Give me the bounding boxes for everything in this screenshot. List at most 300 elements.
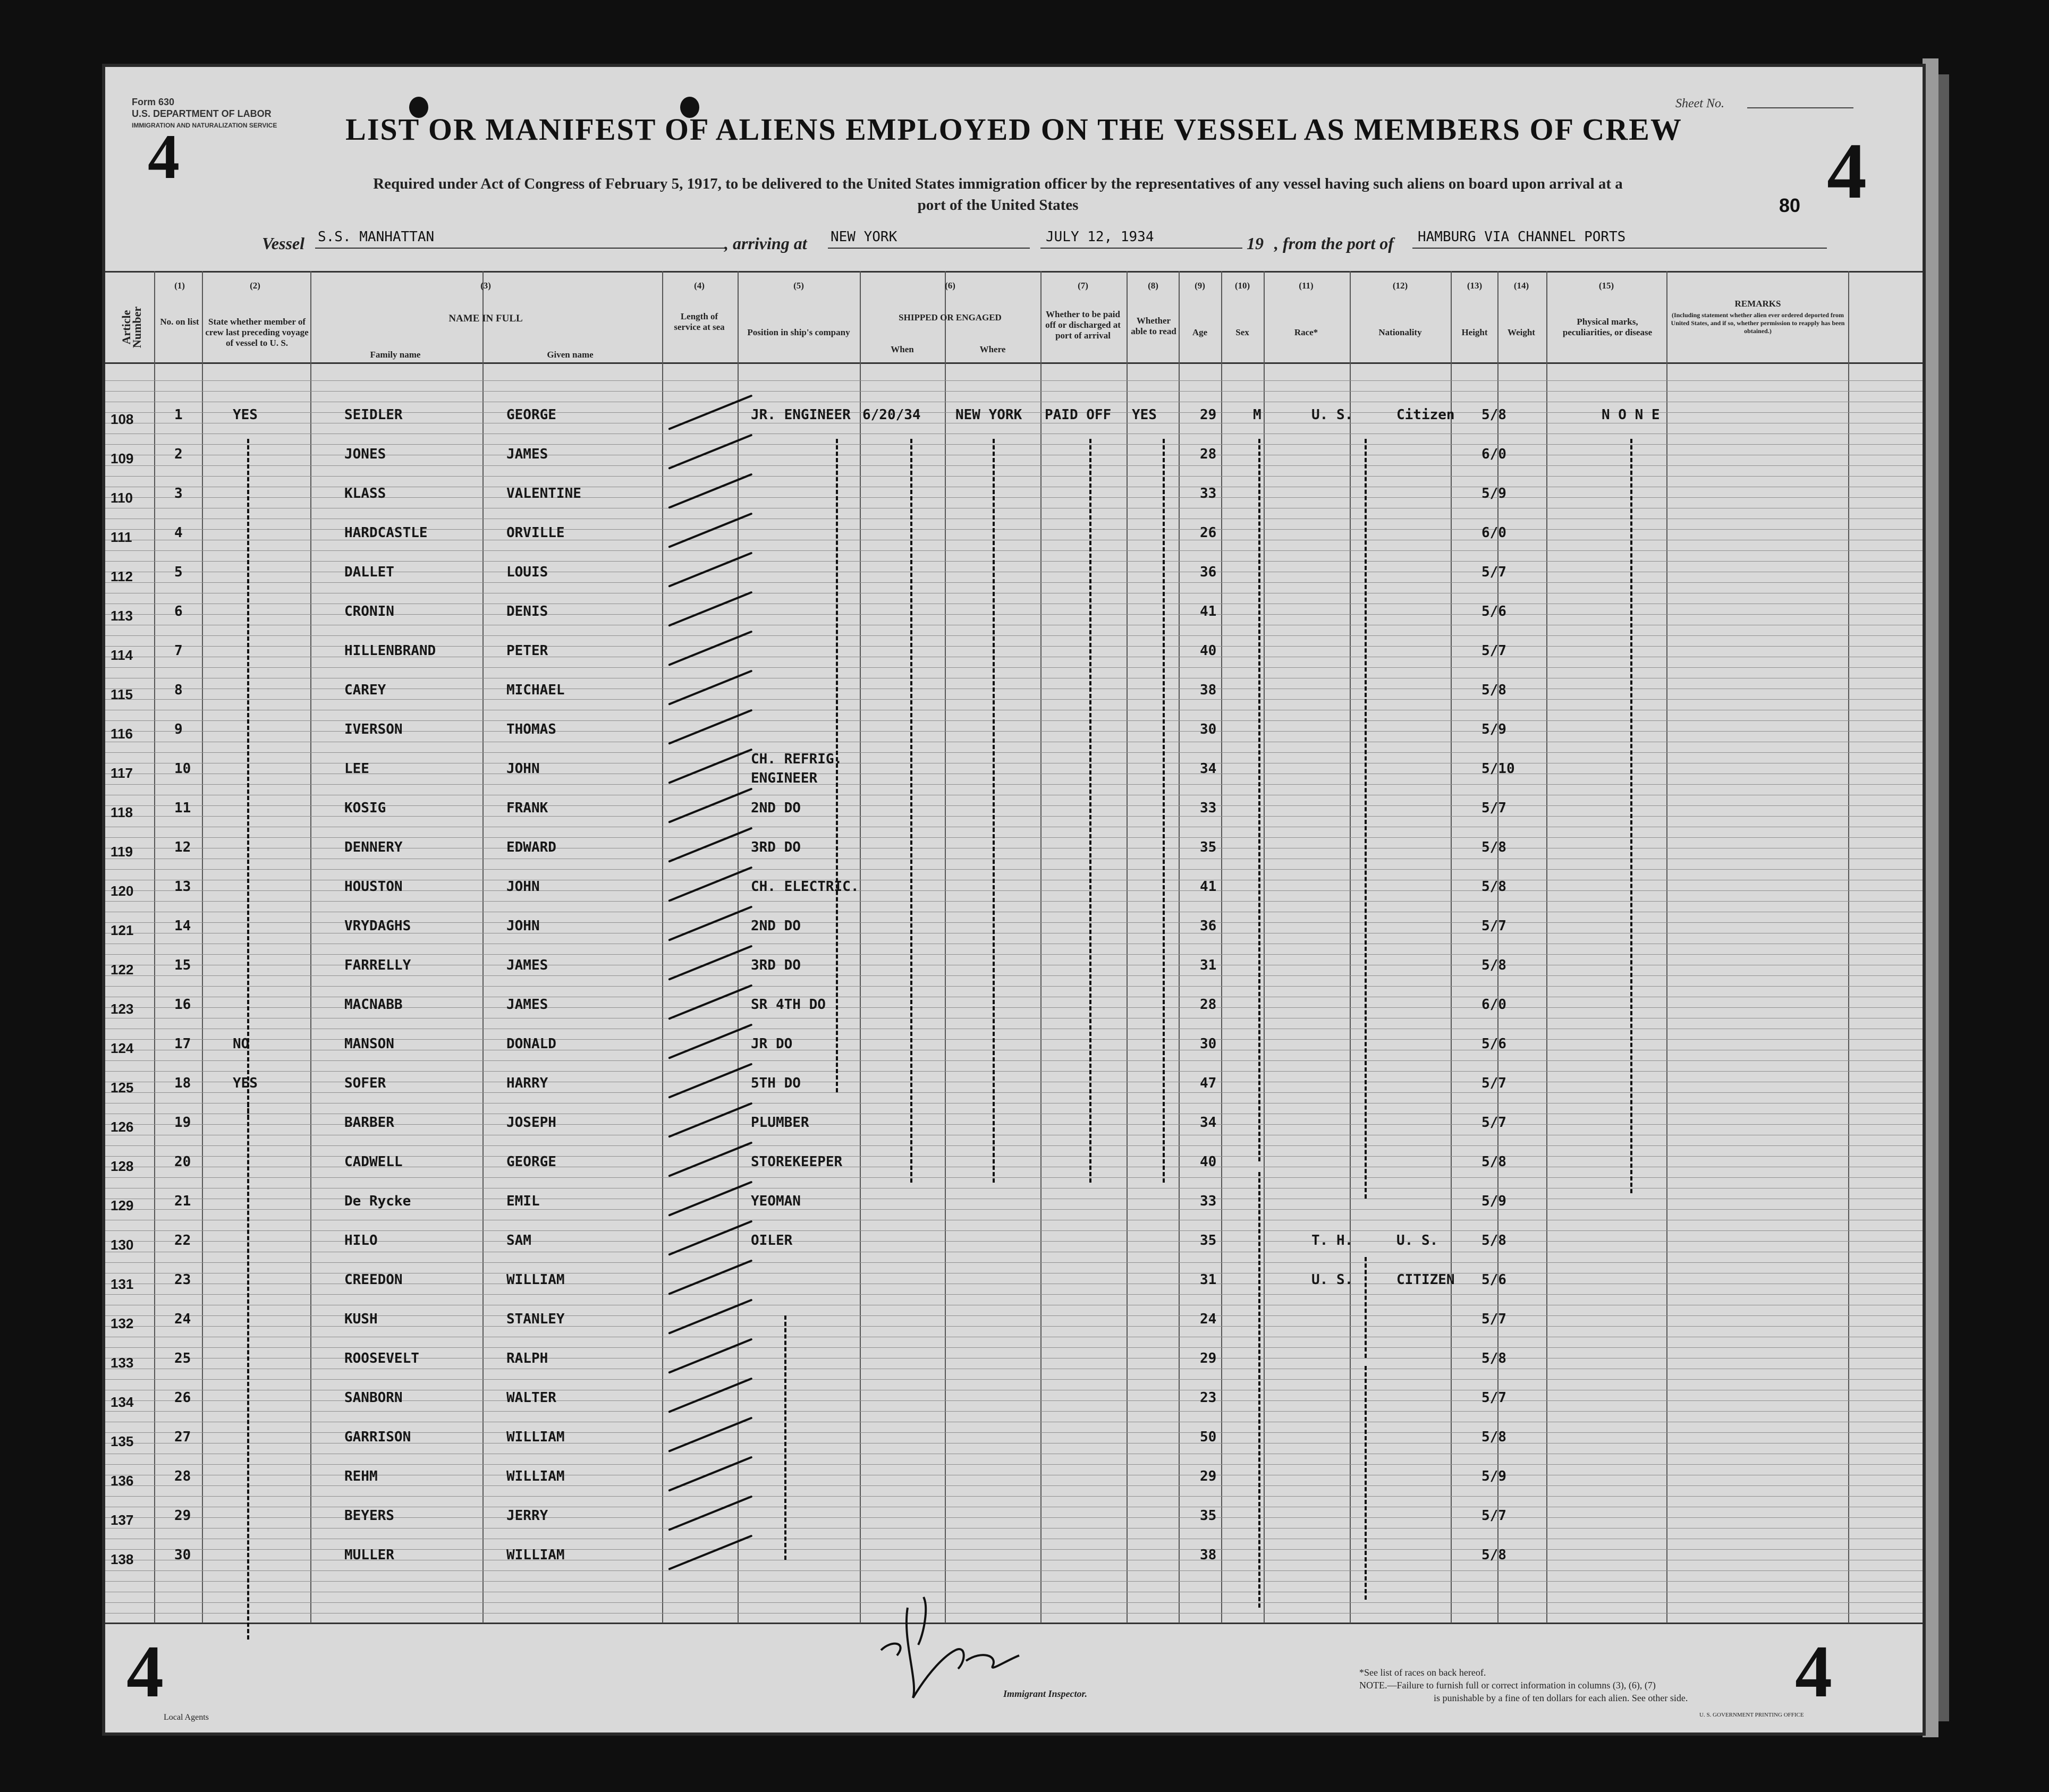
- list-number: 20: [174, 1154, 191, 1170]
- list-number: 28: [174, 1468, 191, 1484]
- row-rule: [105, 635, 1923, 636]
- ditto-mark: [1630, 439, 1632, 1193]
- col6a-header: When: [891, 344, 914, 354]
- age: 29: [1200, 1468, 1217, 1484]
- article-number: 136: [111, 1473, 134, 1489]
- family-name: SOFER: [344, 1075, 386, 1091]
- list-number: 12: [174, 839, 191, 855]
- column-divider: [154, 271, 155, 1623]
- position: 3RD DO: [751, 957, 801, 973]
- given-name: JAMES: [506, 997, 548, 1013]
- shipped-when: 6/20/34: [862, 407, 921, 423]
- height: 5/9: [1481, 486, 1506, 502]
- paid-off: PAID OFF: [1045, 407, 1112, 423]
- article-number: 110: [111, 490, 133, 506]
- manifest-title: LIST OR MANIFEST OF ALIENS EMPLOYED ON THE VESSEL AS MEMBERS OF CREW: [345, 112, 1682, 147]
- age: 38: [1200, 682, 1217, 698]
- age: 26: [1200, 525, 1217, 541]
- row-rule: [105, 550, 1923, 551]
- position: CH. REFRIG.: [751, 751, 843, 767]
- list-number: 19: [174, 1115, 191, 1131]
- list-number: 16: [174, 997, 191, 1013]
- column-divider: [1221, 271, 1222, 1623]
- ditto-mark: [1365, 439, 1367, 1199]
- article-number: 131: [111, 1276, 134, 1292]
- col9-number: (9): [1195, 281, 1205, 291]
- given-name: WILLIAM: [506, 1272, 565, 1288]
- height: 5/7: [1481, 1311, 1506, 1327]
- sheet-number-line: [1747, 107, 1853, 108]
- vessel-underline: [315, 248, 724, 249]
- family-name: DALLET: [344, 564, 394, 580]
- row-rule: [105, 1570, 1923, 1571]
- list-number: 1: [174, 407, 183, 423]
- list-number: 27: [174, 1429, 191, 1445]
- height: 5/7: [1481, 918, 1506, 934]
- col4-header: Length of service at sea: [674, 311, 725, 332]
- position: 5TH DO: [751, 1075, 801, 1091]
- age: 23: [1200, 1390, 1217, 1406]
- service-length-tick: [668, 709, 752, 744]
- family-name: MACNABB: [344, 997, 403, 1013]
- service-length-tick: [668, 1220, 752, 1255]
- able-to-read: YES: [1132, 407, 1157, 423]
- col13-header: Height: [1461, 327, 1488, 337]
- given-name: WALTER: [506, 1390, 556, 1406]
- position: PLUMBER: [751, 1115, 809, 1131]
- nationality: CITIZEN: [1396, 1272, 1455, 1288]
- article-number: 117: [111, 765, 133, 781]
- age: 30: [1200, 721, 1217, 737]
- given-name: WILLIAM: [506, 1429, 565, 1445]
- service-length-tick: [668, 1063, 752, 1098]
- row-rule: [105, 476, 1923, 477]
- age: 47: [1200, 1075, 1217, 1091]
- ditto-mark: [836, 439, 838, 1092]
- age: 35: [1200, 839, 1217, 855]
- row-rule: [105, 1326, 1923, 1327]
- family-name: JONES: [344, 446, 386, 462]
- family-name: LEE: [344, 761, 369, 777]
- printer-mark: U. S. GOVERNMENT PRINTING OFFICE: [1699, 1712, 1804, 1718]
- given-name: VALENTINE: [506, 486, 581, 502]
- given-name: JOHN: [506, 879, 540, 895]
- height: 5/9: [1481, 721, 1506, 737]
- col10-header: Sex: [1235, 327, 1249, 337]
- service-length-tick: [668, 473, 752, 508]
- position: 2ND DO: [751, 800, 801, 816]
- article-number: 111: [111, 529, 132, 545]
- race: U. S.: [1311, 407, 1353, 423]
- article-number: 122: [111, 962, 134, 978]
- list-number: 7: [174, 643, 183, 659]
- family-name: ROOSEVELT: [344, 1351, 419, 1366]
- row-rule: [105, 816, 1923, 817]
- row-rule: [105, 784, 1923, 785]
- height: 6/0: [1481, 446, 1506, 462]
- given-name: GEORGE: [506, 407, 556, 423]
- given-name: THOMAS: [506, 721, 556, 737]
- height: 5/8: [1481, 1233, 1506, 1249]
- row-rule: [105, 391, 1923, 392]
- article-number: 124: [111, 1040, 134, 1056]
- list-number: 26: [174, 1390, 191, 1406]
- corner-mark-top-right: 4: [1827, 127, 1867, 215]
- article-number: 113: [111, 608, 133, 624]
- age: 29: [1200, 1351, 1217, 1366]
- age: 33: [1200, 486, 1217, 502]
- list-number: 3: [174, 486, 183, 502]
- ditto-mark: [1365, 1366, 1367, 1600]
- service-length-tick: [668, 866, 752, 902]
- article-number: 128: [111, 1158, 134, 1174]
- subtitle-line-1: Required under Act of Congress of February 5, 1917, to be delivered to the United States immigration officer by the representatives of any vessel having such aliens on board upon arrival at a: [373, 175, 1623, 192]
- list-number: 30: [174, 1547, 191, 1563]
- column-divider: [1497, 271, 1498, 1623]
- article-number: 123: [111, 1001, 134, 1017]
- row-rule: [105, 869, 1923, 870]
- date-underline: [1040, 248, 1242, 249]
- inspector-signature: [860, 1576, 1083, 1703]
- article-number: 130: [111, 1237, 134, 1253]
- article-number: 133: [111, 1355, 134, 1371]
- family-name: REHM: [344, 1468, 378, 1484]
- article-number: 126: [111, 1119, 134, 1135]
- list-number: 22: [174, 1233, 191, 1249]
- family-name: CRONIN: [344, 604, 394, 619]
- col3-header: NAME IN FULL: [448, 313, 523, 324]
- col3b-header: Given name: [547, 350, 594, 360]
- col8-number: (8): [1148, 281, 1158, 291]
- service-length-tick: [668, 512, 752, 548]
- position: CH. ELECTRIC.: [751, 879, 859, 895]
- given-name: EMIL: [506, 1193, 540, 1209]
- ditto-mark: [247, 1103, 249, 1640]
- row-rule: [105, 465, 1923, 466]
- age: 30: [1200, 1036, 1217, 1052]
- row-rule: [105, 1177, 1923, 1178]
- age: 41: [1200, 879, 1217, 895]
- col11-number: (11): [1299, 281, 1314, 291]
- list-number: 10: [174, 761, 191, 777]
- row-rule: [105, 720, 1923, 721]
- corner-mark-bottom-right: 4: [1795, 1630, 1832, 1713]
- given-name: JAMES: [506, 957, 548, 973]
- height: 5/7: [1481, 1075, 1506, 1091]
- article-number: 125: [111, 1080, 134, 1095]
- list-number: 6: [174, 604, 183, 619]
- column-divider: [482, 271, 484, 1623]
- column-divider: [1848, 271, 1849, 1623]
- height: 5/8: [1481, 1547, 1506, 1563]
- sheet-edge: [1923, 58, 1938, 1737]
- age: 35: [1200, 1508, 1217, 1524]
- nationality: Citizen: [1396, 407, 1455, 423]
- service-length-tick: [668, 1377, 752, 1413]
- row-rule: [105, 444, 1923, 445]
- col14-header: Weight: [1508, 327, 1535, 337]
- ditto-mark: [1258, 1172, 1260, 1608]
- col12-number: (12): [1392, 281, 1408, 291]
- inspector-label: Immigrant Inspector.: [1003, 1688, 1088, 1699]
- height: 5/8: [1481, 1429, 1506, 1445]
- column-divider: [1666, 271, 1667, 1623]
- article-number: 112: [111, 568, 133, 584]
- ditto-mark: [1258, 439, 1260, 1161]
- race: U. S.: [1311, 1272, 1353, 1288]
- age: 40: [1200, 1154, 1217, 1170]
- from-port: HAMBURG VIA CHANNEL PORTS: [1418, 229, 1626, 245]
- given-name: JOHN: [506, 918, 540, 934]
- previous-voyage: YES: [233, 407, 258, 423]
- row-rule: [105, 975, 1923, 976]
- position: 2ND DO: [751, 918, 801, 934]
- height: 5/6: [1481, 1272, 1506, 1288]
- column-divider: [738, 271, 739, 1623]
- given-name: SAM: [506, 1233, 531, 1249]
- row-rule: [105, 1411, 1923, 1412]
- family-name: KLASS: [344, 486, 386, 502]
- family-name: BARBER: [344, 1115, 394, 1131]
- family-name: KOSIG: [344, 800, 386, 816]
- list-number: 5: [174, 564, 183, 580]
- height: 5/8: [1481, 879, 1506, 895]
- family-name: MULLER: [344, 1547, 394, 1563]
- position: SR 4TH DO: [751, 997, 826, 1013]
- penalty-note-line-1: NOTE.—Failure to furnish full or correct information in columns (3), (6), (7): [1359, 1680, 1656, 1691]
- age: 35: [1200, 1233, 1217, 1249]
- col2-number: (2): [250, 281, 260, 291]
- service-length-tick: [668, 1534, 752, 1570]
- page-number: 80: [1779, 194, 1801, 216]
- position: OILER: [751, 1233, 793, 1249]
- column-divider: [202, 271, 203, 1623]
- position: STOREKEEPER: [751, 1154, 843, 1170]
- position: YEOMAN: [751, 1193, 801, 1209]
- age: 31: [1200, 1272, 1217, 1288]
- table-top-border: [105, 271, 1923, 273]
- subtitle-line-2: port of the United States: [917, 197, 1079, 214]
- row-rule: [105, 1464, 1923, 1465]
- height: 5/7: [1481, 1115, 1506, 1131]
- row-rule: [105, 582, 1923, 583]
- height: 5/8: [1481, 1351, 1506, 1366]
- row-rule: [105, 752, 1923, 753]
- list-number: 14: [174, 918, 191, 934]
- col15-number: (15): [1598, 281, 1614, 291]
- given-name: HARRY: [506, 1075, 548, 1091]
- row-rule: [105, 380, 1923, 381]
- corner-mark-bottom-left: 4: [126, 1630, 164, 1713]
- from-label: , from the port of: [1274, 234, 1394, 253]
- family-name: BEYERS: [344, 1508, 394, 1524]
- column-divider: [662, 271, 663, 1623]
- age: 24: [1200, 1311, 1217, 1327]
- age: 34: [1200, 761, 1217, 777]
- row-rule: [105, 1060, 1923, 1061]
- family-name: MANSON: [344, 1036, 394, 1052]
- row-rule: [105, 1496, 1923, 1497]
- service-length-tick: [668, 669, 752, 705]
- list-number: 29: [174, 1508, 191, 1524]
- family-name: HARDCASTLE: [344, 525, 428, 541]
- given-name: LOUIS: [506, 564, 548, 580]
- vessel-name: S.S. MANHATTAN: [318, 229, 435, 245]
- height: 5/6: [1481, 604, 1506, 619]
- age: 40: [1200, 643, 1217, 659]
- height: 5/10: [1481, 761, 1515, 777]
- penalty-note-line-2: is punishable by a fine of ten dollars for each alien. See other side.: [1434, 1693, 1688, 1703]
- list-number: 11: [174, 800, 191, 816]
- family-name: HILO: [344, 1233, 378, 1249]
- row-rule: [105, 1092, 1923, 1093]
- column-divider: [1451, 271, 1452, 1623]
- article-number: 132: [111, 1315, 134, 1331]
- article-number: 119: [111, 844, 133, 860]
- sheet-shadow-edge: [1938, 74, 1949, 1721]
- age: 29: [1200, 407, 1217, 423]
- given-name: DENIS: [506, 604, 548, 619]
- col14-number: (14): [1513, 281, 1529, 291]
- column-divider: [310, 271, 311, 1623]
- article-number: 138: [111, 1551, 134, 1567]
- article-number: 108: [111, 411, 134, 427]
- col3-number: (3): [480, 281, 491, 291]
- list-number: 13: [174, 879, 191, 895]
- given-name: GEORGE: [506, 1154, 556, 1170]
- list-number: 17: [174, 1036, 191, 1052]
- row-rule: [105, 901, 1923, 902]
- list-number: 24: [174, 1311, 191, 1327]
- article-number: 121: [111, 922, 134, 938]
- family-name: SANBORN: [344, 1390, 403, 1406]
- ditto-mark: [1163, 439, 1165, 1183]
- article-number: 118: [111, 804, 133, 820]
- given-name: RALPH: [506, 1351, 548, 1366]
- age: 33: [1200, 1193, 1217, 1209]
- list-number: 15: [174, 957, 191, 973]
- row-rule: [105, 954, 1923, 955]
- list-number: 8: [174, 682, 183, 698]
- article-number: 120: [111, 883, 134, 899]
- col15-header: Physical marks, peculiarities, or disease: [1562, 317, 1653, 337]
- column-divider: [1546, 271, 1547, 1623]
- article-number: 137: [111, 1512, 134, 1528]
- article-number: 135: [111, 1433, 134, 1449]
- height: 5/7: [1481, 643, 1506, 659]
- age: 31: [1200, 957, 1217, 973]
- family-name: FARRELLY: [344, 957, 411, 973]
- row-rule: [105, 986, 1923, 987]
- col6-header: SHIPPED OR ENGAGED: [899, 312, 1002, 322]
- family-name: CADWELL: [344, 1154, 403, 1170]
- col13-number: (13): [1467, 281, 1483, 291]
- row-rule: [105, 1230, 1923, 1231]
- col5-number: (5): [793, 281, 804, 291]
- height: 5/7: [1481, 800, 1506, 816]
- column-divider: [1179, 271, 1180, 1623]
- col6b-header: Where: [979, 344, 1006, 354]
- row-rule: [105, 1145, 1923, 1146]
- row-rule: [105, 1241, 1923, 1242]
- height: 5/7: [1481, 1508, 1506, 1524]
- arrival-date: JULY 12, 1934: [1046, 229, 1154, 245]
- position: JR DO: [751, 1036, 793, 1052]
- list-number: 2: [174, 446, 183, 462]
- col1-header: No. on list: [160, 317, 199, 327]
- physical-marks: N O N E: [1602, 407, 1660, 423]
- column-divider: [1350, 271, 1351, 1623]
- service-length-tick: [668, 1259, 752, 1295]
- col7-number: (7): [1078, 281, 1088, 291]
- height: 5/8: [1481, 839, 1506, 855]
- column-divider: [860, 271, 861, 1623]
- row-rule: [105, 1485, 1923, 1486]
- given-name: STANLEY: [506, 1311, 565, 1327]
- year-label: 19: [1247, 234, 1264, 253]
- given-name: WILLIAM: [506, 1468, 565, 1484]
- height: 6/0: [1481, 525, 1506, 541]
- header-bottom-border: [105, 362, 1923, 364]
- age: 28: [1200, 997, 1217, 1013]
- family-name: GARRISON: [344, 1429, 411, 1445]
- ditto-mark: [1089, 439, 1091, 1183]
- remarks-subheader: (Including statement whether alien ever ordered deported from United States, and if so, whether permission to reapply has been obtained.): [1671, 311, 1845, 335]
- family-name: CREEDON: [344, 1272, 403, 1288]
- family-name: DENNERY: [344, 839, 403, 855]
- col7-header: Whether to be paid off or discharged at port of arrival: [1045, 309, 1121, 341]
- height: 5/8: [1481, 957, 1506, 973]
- given-name: FRANK: [506, 800, 548, 816]
- ditto-mark: [910, 439, 912, 1183]
- age: 33: [1200, 800, 1217, 816]
- service-length-tick: [668, 1102, 752, 1137]
- race: T. H.: [1311, 1233, 1353, 1249]
- age: 28: [1200, 446, 1217, 462]
- row-rule: [105, 1071, 1923, 1072]
- list-number: 18: [174, 1075, 191, 1091]
- service-length-tick: [668, 1495, 752, 1531]
- row-rule: [105, 1379, 1923, 1380]
- column-divider: [945, 271, 946, 1623]
- article-number: 116: [111, 726, 133, 742]
- sex: M: [1253, 407, 1261, 423]
- col-article-header: Article Number: [120, 306, 143, 349]
- family-name: VRYDAGHS: [344, 918, 411, 934]
- previous-voyage: YES: [233, 1075, 258, 1091]
- row-rule: [105, 1294, 1923, 1295]
- col10-number: (10): [1234, 281, 1250, 291]
- age: 36: [1200, 918, 1217, 934]
- row-rule: [105, 699, 1923, 700]
- age: 38: [1200, 1547, 1217, 1563]
- service-length-tick: [668, 591, 752, 626]
- service-length-tick: [668, 827, 752, 862]
- position: JR. ENGINEER: [751, 407, 851, 423]
- article-number: 134: [111, 1394, 134, 1410]
- service-length-tick: [668, 905, 752, 941]
- ditto-mark: [993, 439, 995, 1183]
- height: 5/8: [1481, 407, 1506, 423]
- list-number: 9: [174, 721, 183, 737]
- nationality: U. S.: [1396, 1233, 1438, 1249]
- service-length-tick: [668, 1456, 752, 1491]
- given-name: EDWARD: [506, 839, 556, 855]
- shipped-where: NEW YORK: [955, 407, 1022, 423]
- height: 5/7: [1481, 1390, 1506, 1406]
- service-length-tick: [668, 1141, 752, 1177]
- row-rule: [105, 1315, 1923, 1316]
